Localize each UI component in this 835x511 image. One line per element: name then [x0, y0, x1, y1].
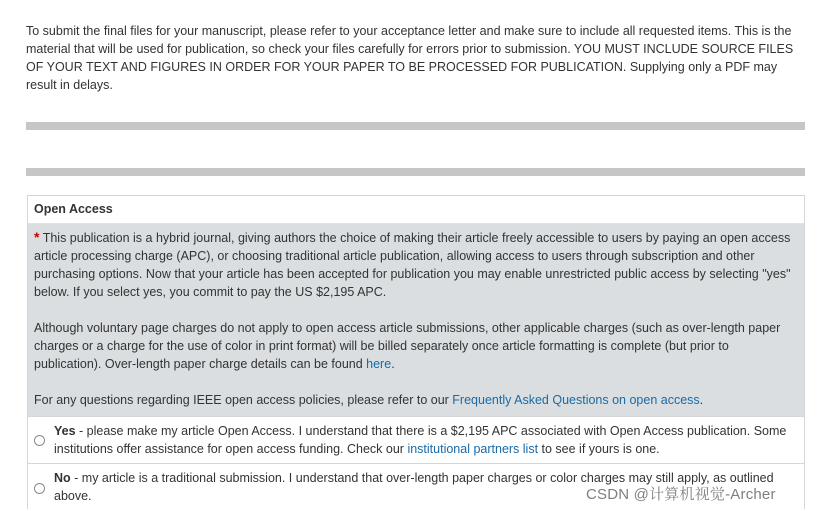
yes-end: to see if yours is one.: [538, 442, 660, 456]
info-paragraph-faq: [34, 391, 798, 409]
charges-end: .: [391, 357, 395, 371]
overlength-details-link[interactable]: here: [366, 357, 392, 371]
faq-end: .: [699, 393, 704, 407]
charges-description: Although voluntary page charges do not apply to open access article submissions, other applicable charges (such as over-length paper charges or a charge for the use of color in print format) will be billed separately once article formatting is complete (but prior to publication). Over-length paper charge details can be found: [34, 321, 781, 371]
option-yes[interactable]: [28, 416, 804, 463]
yes-radio[interactable]: [34, 435, 45, 446]
intro-text: To submit the final files for your manuscript, please refer to your acceptance letter and make sure to include all requested items. This is the material that will be used for publication, so check your files carefully for errors prior to submission. YOU MUST INCLUDE SOURCE FILES OF YOUR TEXT AND FIGURES IN ORDER FOR YOUR PAPER TO BE PROCESSED FOR PUBLICATION. Supplying only a PDF may result in delays.: [26, 24, 794, 92]
no-radio[interactable]: [34, 483, 45, 494]
open-access-panel: [27, 195, 805, 509]
panel-title: Open Access: [28, 196, 804, 224]
section-divider: [26, 168, 805, 176]
apc-description: This publication is a hybrid journal, giving authors the choice of making their article freely accessible to users by paying an open access article processing charge (APC), or choosing traditional article publication, allowing access to users through subscription and other purchasing options. Now that your article has been accepted for publication you may enable unrestricted public access by selecting "yes" below. If you select yes, you commit to pay the US $2,195 APC.: [34, 231, 791, 299]
institutional-partners-link[interactable]: institutional partners list: [407, 442, 539, 456]
yes-text: - please make my article Open Access. I understand that there is a $2,195 APC associated with Open Access publication. Some institutions offer assistance for open access funding. Check our: [54, 424, 787, 456]
open-access-info: [28, 224, 804, 416]
info-paragraph-apc: [34, 228, 798, 301]
yes-label: Yes: [54, 424, 76, 438]
faq-description: For any questions regarding IEEE open access policies, please refer to our: [34, 393, 453, 407]
faq-open-access-link[interactable]: Frequently Asked Questions on open access: [452, 393, 700, 407]
info-paragraph-charges: [34, 319, 798, 373]
required-marker: *: [34, 229, 40, 245]
section-divider: [26, 122, 805, 130]
watermark: CSDN @计算机视觉-Archer: [586, 486, 776, 503]
no-text: - my article is a traditional submission. I understand that over-length paper charges or color charges may still apply, as outlined above.: [54, 471, 774, 503]
no-label: No: [54, 471, 71, 485]
